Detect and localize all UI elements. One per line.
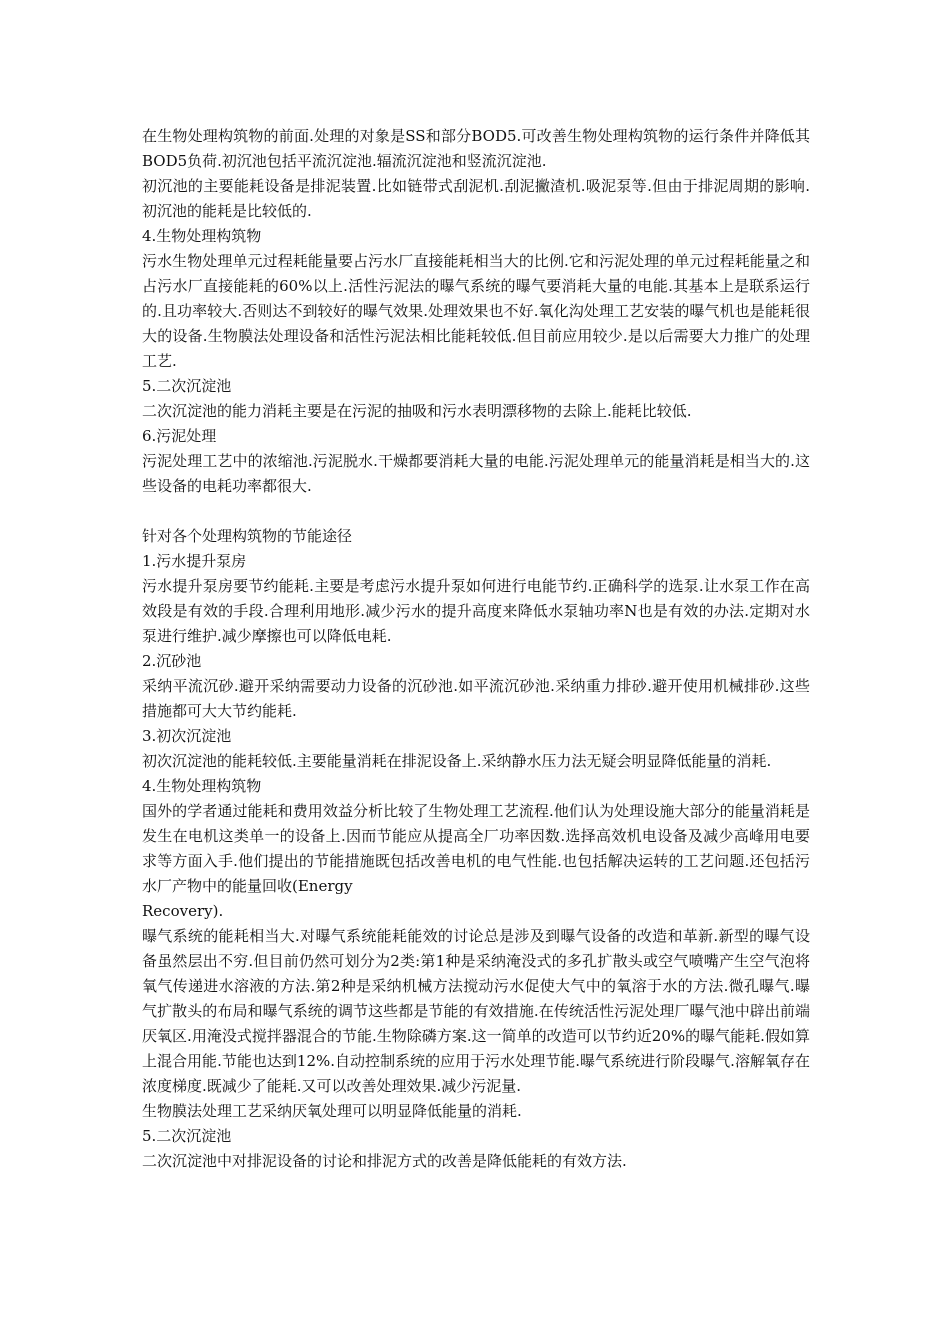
paragraph-aeration-system: 曝气系统的能耗相当大.对曝气系统能耗能效的讨论总是涉及到曝气设备的改造和革新.新型的曝气设备虽然层出不穷.但目前仍然可划分为2类:第1种是采纳淹没式的多孔扩散头或空气喷嘴产生空气泡将氧气传递进水溶液的方法.第2种是采纳机械方法搅动污水促使大气中的氧溶于水的方法.微孔曝气.曝气扩散头的布局和曝气系统的调节这些都是节能的有效措施.在传统活性污泥处理厂曝气池中辟出前端厌氧区.用淹没式搅拌器混合的节能.生物除磷方案.这一简单的改造可以节约近20%的曝气能耗.假如算上混合用能.节能也达到12%.自动控制系统的应用于污水处理节能.曝气系统进行阶段曝气.溶解氧存在浓度梯度.既减少了能耗.又可以改善处理效果.减少污泥量. <box>142 927 810 1095</box>
heading-primary-sedimentation: 3.初次沉淀池 <box>142 727 232 745</box>
paragraph-pump-station: 污水提升泵房要节约能耗.主要是考虑污水提升泵如何进行电能节约.正确科学的选泵.让水泵工作在高效段是有效的手段.合理利用地形.减少污水的提升高度来降低水泵轴功率N也是有效的办法.定期对水泵进行维护.减少摩擦也可以降低电耗. <box>142 577 810 645</box>
paragraph-sludge-treatment-energy: 污泥处理工艺中的浓缩池.污泥脱水.干燥都要消耗大量的电能.污泥处理单元的能量消耗是相当大的.这些设备的电耗功率都很大. <box>142 452 810 495</box>
heading-energy-saving-approaches: 针对各个处理构筑物的节能途径 <box>142 527 353 545</box>
paragraph-primary-sedimentation-intro: 在生物处理构筑物的前面.处理的对象是SS和部分BOD5.可改善生物处理构筑物的运行条件并降低其BOD5负荷.初沉池包括平流沉淀池.辐流沉淀池和竖流沉淀池. <box>142 127 810 170</box>
heading-secondary-sedimentation-saving: 5.二次沉淀池 <box>142 1127 232 1145</box>
heading-secondary-sedimentation: 5.二次沉淀池 <box>142 377 232 395</box>
heading-biological-treatment: 4.生物处理构筑物 <box>142 227 262 245</box>
text-energy-recovery-continuation: Recovery). <box>142 902 224 920</box>
heading-biological-treatment-saving: 4.生物处理构筑物 <box>142 777 262 795</box>
paragraph-primary-sedimentation-saving: 初次沉淀池的能耗较低.主要能量消耗在排泥设备上.采纳静水压力法无疑会明显降低能量的消耗. <box>142 752 772 770</box>
blank-line <box>142 499 810 524</box>
document-page <box>142 124 810 1174</box>
paragraph-primary-sedimentation-energy: 初沉池的主要能耗设备是排泥装置.比如链带式刮泥机.刮泥撇渣机.吸泥泵等.但由于排泥周期的影响.初沉池的能耗是比较低的. <box>142 177 810 220</box>
heading-grit-chamber: 2.沉砂池 <box>142 652 202 670</box>
heading-pump-station: 1.污水提升泵房 <box>142 552 247 570</box>
paragraph-biological-treatment-energy: 污水生物处理单元过程耗能量要占污水厂直接能耗相当大的比例.它和污泥处理的单元过程耗能量之和占污水厂直接能耗的60%以上.活性污泥法的曝气系统的曝气要消耗大量的电能.其基本上是联系运行的.且功率较大.否则达不到较好的曝气效果.处理效果也不好.氧化沟处理工艺安装的曝气机也是能耗很大的设备.生物膜法处理设备和活性污泥法相比能耗较低.但目前应用较少.是以后需要大力推广的处理工艺. <box>142 252 810 370</box>
heading-sludge-treatment: 6.污泥处理 <box>142 427 217 445</box>
paragraph-secondary-sedimentation-saving: 二次沉淀池中对排泥设备的讨论和排泥方式的改善是降低能耗的有效方法. <box>142 1152 627 1170</box>
paragraph-foreign-research: 国外的学者通过能耗和费用效益分析比较了生物处理工艺流程.他们认为处理设施大部分的能量消耗是发生在电机这类单一的设备上.因而节能应从提高全厂功率因数.选择高效机电设备及减少高峰用电要求等方面入手.他们提出的节能措施既包括改善电机的电气性能.也包括解决运转的工艺问题.还包括污水厂产物中的能量回收(Energy <box>142 802 810 895</box>
paragraph-grit-chamber: 采纳平流沉砂.避开采纳需要动力设备的沉砂池.如平流沉砂池.采纳重力排砂.避开使用机械排砂.这些措施都可大大节约能耗. <box>142 677 810 720</box>
paragraph-biofilm-anaerobic: 生物膜法处理工艺采纳厌氧处理可以明显降低能量的消耗. <box>142 1102 522 1120</box>
paragraph-secondary-sedimentation-energy: 二次沉淀池的能力消耗主要是在污泥的抽吸和污水表明漂移物的去除上.能耗比较低. <box>142 402 692 420</box>
